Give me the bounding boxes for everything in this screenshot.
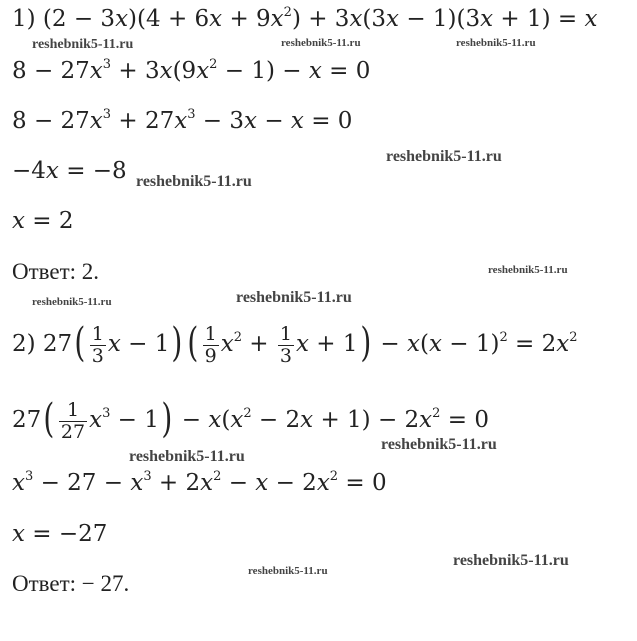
solution-1-step-1: $8 - 27x^3 + 3x(9x^2 - 1) - x = 0$: [12, 57, 371, 84]
watermark: reshebnik5-11.ru: [129, 448, 245, 465]
answer-1: Ответ: 2.: [12, 259, 100, 284]
watermark: reshebnik5-11.ru: [488, 264, 568, 276]
watermark: reshebnik5-11.ru: [381, 436, 497, 453]
solution-2-equation: 2) 27( $\frac{1}{3}$ x − 1) ( $\frac{1}{9}$ $x^2$ + $\frac{1}{3}$ $x + 1) - x(x - 1)^2 = 2x^2$: [12, 320, 578, 367]
watermark: reshebnik5-11.ru: [136, 173, 252, 190]
watermark: reshebnik5-11.ru: [456, 37, 536, 49]
solution-2-step-1: 27( $\frac{1}{27}$ $x^3 - 1) - x(x^2 - 2x + 1) - 2x^2 = 0$: [12, 396, 489, 443]
watermark: reshebnik5-11.ru: [386, 148, 502, 165]
watermark: reshebnik5-11.ru: [248, 565, 328, 577]
answer-2: Ответ: − 27.: [12, 571, 130, 596]
watermark: reshebnik5-11.ru: [236, 289, 352, 306]
watermark: reshebnik5-11.ru: [281, 37, 361, 49]
watermark: reshebnik5-11.ru: [32, 296, 112, 308]
solution-1-result: x = 2: [12, 208, 74, 234]
solution-2-result: x = −27: [12, 521, 108, 547]
solution-2-step-2: $x^3 - 27 - x^3 + 2x^2 - x - 2x^2 = 0$: [12, 469, 387, 496]
watermark: reshebnik5-11.ru: [32, 37, 134, 52]
watermark: reshebnik5-11.ru: [453, 552, 569, 569]
solution-1-step-2: $8 - 27x^3 + 27x^3 - 3x - x = 0$: [12, 107, 353, 134]
solution-1-equation: 1) $(2 - 3x)(4 + 6x + 9x^2) + 3x(3x - 1)(3x + 1) = x$: [12, 5, 598, 32]
solution-1-step-3: −4x = −8: [12, 158, 127, 184]
